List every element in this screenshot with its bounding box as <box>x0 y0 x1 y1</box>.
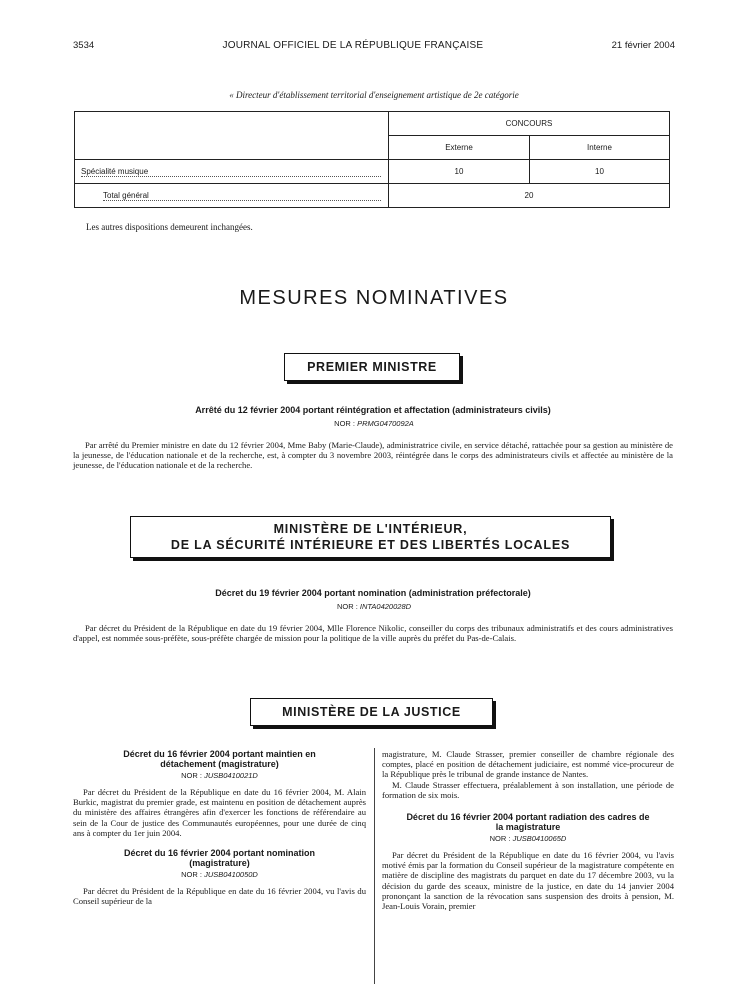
concours-header: CONCOURS <box>389 112 670 136</box>
decret-interieur-body <box>73 623 673 643</box>
arrete-title: Arrêté du 12 février 2004 portant réintégration et affectation (administrateurs civils) <box>195 405 551 415</box>
nor-label: NOR : <box>336 602 358 611</box>
justice-box: MINISTÈRE DE LA JUSTICE <box>250 698 493 726</box>
decree3-paragraph: Par décret du Président de la République en date du 16 février 2004, vu l'avis motivé émis par la formation du Conseil supérieur de la magistrature compétente en matière de discipline des magistrats du parquet en date du 17 décembre 2003, vu la décision du garde des sceaux, ministre de la justice, en date du 14 janvier 2004 prononçant la sanction de la révocation sans suspension des droits à pension, M. Jean-Louis Vorain, premier <box>382 850 674 912</box>
decree2-nor <box>73 870 366 879</box>
externe-header: Externe <box>389 136 530 160</box>
decree1-paragraph: Par décret du Président de la République en date du 16 février 2004, M. Alain Burkic, magistrat du premier grade, est maintenu en position de détachement auprès du ministère des affaires étrangères afin d'exercer les fonctions de référendaire au sein de la Cour de justice des Communautés européennes, pour une durée de cinq ans à compter du 1er juin 2004. <box>73 787 366 838</box>
decree3-body <box>382 850 674 911</box>
column-divider <box>374 748 375 984</box>
nor-label: NOR : <box>181 870 202 880</box>
page-header <box>73 40 675 51</box>
interieur-box-line2: DE LA SÉCURITÉ INTÉRIEURE ET DES LIBERTÉS LOCALES <box>170 538 571 552</box>
interieur-box-line1: MINISTÈRE DE L'INTÉRIEUR, <box>273 522 468 536</box>
empty-header-cell <box>75 112 389 160</box>
interne-header: Interne <box>530 136 670 160</box>
interne-value: 10 <box>530 160 670 184</box>
page-number: 3534 <box>73 40 95 51</box>
decree2-title: Décret du 16 février 2004 portant nomination (magistrature) <box>123 848 316 869</box>
decree1-title: Décret du 16 février 2004 portant maintien en détachement (magistrature) <box>123 749 316 769</box>
nor-code: JUSB0410021D <box>204 771 258 780</box>
nor-code: JUSB0410065D <box>512 834 567 844</box>
nor-label: NOR : <box>334 419 356 428</box>
decree1-body <box>73 787 366 838</box>
nor-label: NOR : <box>181 771 202 780</box>
arrete-paragraph: Par arrêté du Premier ministre en date du 12 février 2004, Mme Baby (Marie-Claude), administratrice civile, en service détaché, rattachée pour sa gestion au ministère de la jeunesse, de l'éducation nationale et de la recherche, est, à compter du 3 novembre 2003, réintégrée dans le corps des administrateurs civils et affectée au ministère de la jeunesse, de l'éducation nationale et de la recherche. <box>73 440 673 470</box>
arrete-nor <box>0 419 748 428</box>
section-heading: MESURES NOMINATIVES <box>239 287 509 309</box>
issue-date: 21 février 2004 <box>611 40 675 51</box>
nor-label: NOR : <box>489 834 511 844</box>
row-label: Spécialité musique <box>81 167 381 177</box>
nor-code: INTA0420028D <box>359 602 412 611</box>
nor-code: JUSB0410050D <box>204 870 258 880</box>
justice-left-column <box>73 749 366 906</box>
right-paragraph-2: M. Claude Strasser effectuera, préalablement à son installation, une période de formation de six mois. <box>382 779 674 800</box>
interieur-box <box>130 516 611 558</box>
table-caption: « Directeur d'établissement territorial d'enseignement artistique de 2e catégorie <box>229 90 519 100</box>
concours-table <box>74 111 670 208</box>
decree3-title: Décret du 16 février 2004 portant radiation des cadres de la magistrature <box>406 812 650 833</box>
row-label-cell <box>75 160 389 184</box>
decret-interieur-title: Décret du 19 février 2004 portant nomination (administration préfectorale) <box>215 588 531 598</box>
decree2-body <box>73 886 366 906</box>
arrete-body <box>73 440 673 470</box>
total-label: Total général <box>103 191 381 201</box>
decree2-paragraph: Par décret du Président de la République en date du 16 février 2004, vu l'avis du Conseil supérieur de la <box>73 886 366 907</box>
externe-value: 10 <box>389 160 530 184</box>
justice-right-column <box>382 749 674 911</box>
interieur-paragraph: Par décret du Président de la République en date du 19 février 2004, Mlle Florence Nikolic, conseiller du corps des tribunaux administratifs et des cours administratives d'appel, est nommée sous-préfète, sous-préfète chargée de mission pour la politique de la ville auprès du préfet du Pas-de-Calais. <box>73 623 673 643</box>
decree1-nor <box>73 771 366 780</box>
nor-code: PRMG0470092A <box>357 419 414 428</box>
remaining-dispositions: Les autres dispositions demeurent inchangées. <box>86 222 253 232</box>
right-paragraph-1: magistrature, M. Claude Strasser, premier conseiller de chambre régionale des comptes, placé en position de détachement judiciaire, est nommé vice-procureur de la République près le tribunal de grande instance de Nantes. <box>382 749 674 780</box>
right-continuation <box>382 749 674 800</box>
premier-ministre-box: PREMIER MINISTRE <box>284 353 460 381</box>
total-label-cell <box>75 184 389 208</box>
decree3-nor <box>382 834 674 843</box>
journal-title: JOURNAL OFFICIEL DE LA RÉPUBLIQUE FRANÇAISE <box>222 40 484 51</box>
total-value: 20 <box>389 184 670 208</box>
decret-interieur-nor <box>0 602 748 611</box>
